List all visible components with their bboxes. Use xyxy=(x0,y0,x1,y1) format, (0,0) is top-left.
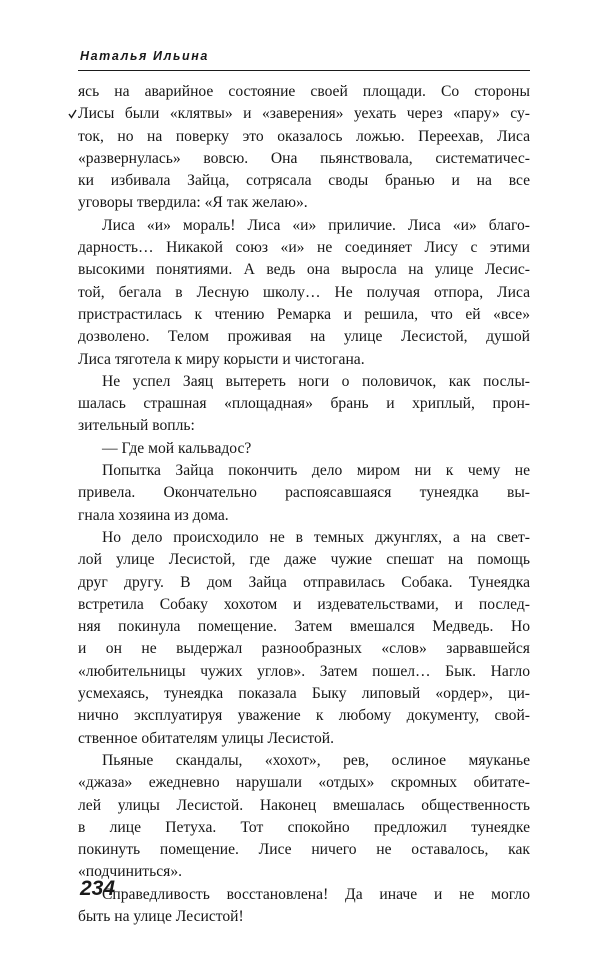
header-rule xyxy=(78,70,530,71)
paragraph xyxy=(78,215,530,371)
margin-check-mark-icon xyxy=(68,109,77,119)
text-line: в лице Петуха. Тот спокойно предложил тунеядке xyxy=(78,818,530,836)
text-line: усмехаясь, тунеядка показала Быку липовый «ордер», ци- xyxy=(78,685,530,703)
text-line: Лиса «и» мораль! Лиса «и» приличие. Лиса «и» благо- xyxy=(102,216,530,234)
paragraph xyxy=(78,527,530,750)
text-line: Не успел Заяц вытереть ноги о половичок, как послы- xyxy=(102,372,530,390)
text-line: зительный вопль: xyxy=(78,417,195,435)
page-number: 234 xyxy=(80,877,116,900)
text-line: и он не выдержал разнообразных «слов» зарвавшейся xyxy=(78,640,530,658)
text-line: гнала хозяина из дома. xyxy=(78,506,229,524)
text-line: лой улице Лесистой, где даже чужие спешат на помощь xyxy=(78,551,530,569)
text-line: пристрастилась к чтению Ремарка и решила, что ей «все» xyxy=(78,305,530,323)
text-line: встретила Собаку хохотом и издевательствами, и послед- xyxy=(78,595,530,613)
text-line: высокими понятиями. А ведь она выросла на улице Лесис- xyxy=(78,261,530,279)
text-line: Справедливость восстановлена! Да иначе и не могло xyxy=(102,885,530,903)
paragraph xyxy=(78,750,530,884)
text-line: Но дело происходило не в темных джунглях, а на свет- xyxy=(102,528,530,546)
text-line: уговоры твердила: «Я так желаю». xyxy=(78,194,308,212)
text-line: — Где мой кальвадос? xyxy=(102,439,252,457)
text-line: Попытка Зайца покончить дело миром ни к чему не xyxy=(102,462,530,480)
text-line: ясь на аварийное состояние своей площади. Со стороны xyxy=(78,83,530,100)
paragraph xyxy=(78,460,530,527)
text-line: дарность… Никакой союз «и» не соединяет Лису с этими xyxy=(78,239,530,257)
text-line: покинуть помещение. Лисе ничего не оставалось, как xyxy=(78,841,530,859)
text-line: Лисы были «клятвы» и «заверения» уехать через «пару» су- xyxy=(78,105,530,123)
text-line: «джаза» ежедневно нарушали «отдых» скромных обитате- xyxy=(78,774,530,792)
text-line: няя покинула помещение. Затем вмешался Медведь. Но xyxy=(78,618,530,636)
text-line: той, бегала в Лесную школу… Не получая отпора, Лиса xyxy=(78,283,530,301)
text-line: быть на улице Лесистой! xyxy=(78,907,244,925)
text-line: Лиса тяготела к миру корысти и чистогана. xyxy=(78,350,365,368)
paragraph xyxy=(78,884,530,929)
body-text xyxy=(78,81,530,928)
text-line: дозволено. Телом проживая на улице Лесистой, душой xyxy=(78,328,530,346)
text-line: Пьяные скандалы, «хохот», рев, ослиное мяуканье xyxy=(102,751,530,769)
text-line: ток, но на поверку это оказалось ложью. Переехав, Лиса xyxy=(78,127,530,145)
text-line: «развернулась» вовсю. Она пьянствовала, систематичес- xyxy=(78,149,530,167)
paragraph xyxy=(78,81,530,215)
text-line: лей улицы Лесистой. Наконец вмешалась общественность xyxy=(78,796,530,814)
text-line: ки избивала Зайца, сотрясала своды бранью и на все xyxy=(78,172,530,190)
text-line: друг другу. В дом Зайца отправилась Собака. Тунеядка xyxy=(78,573,530,591)
text-line: привела. Окончательно распоясавшаяся тунеядка вы- xyxy=(78,484,530,502)
running-title: Наталья Ильина xyxy=(80,49,209,63)
text-line: «любительницы чужих углов». Затем пошел… Бык. Нагло xyxy=(78,662,530,680)
text-line: ственное обитателям улицы Лесистой. xyxy=(78,729,335,747)
text-line: нично эксплуатируя уважение к любому документу, свой- xyxy=(78,707,530,725)
paragraph xyxy=(78,371,530,438)
paragraph xyxy=(78,438,530,460)
text-line: шалась страшная «площадная» брань и хриплый, прон- xyxy=(78,395,530,413)
text-line: «подчиниться». xyxy=(78,863,183,881)
